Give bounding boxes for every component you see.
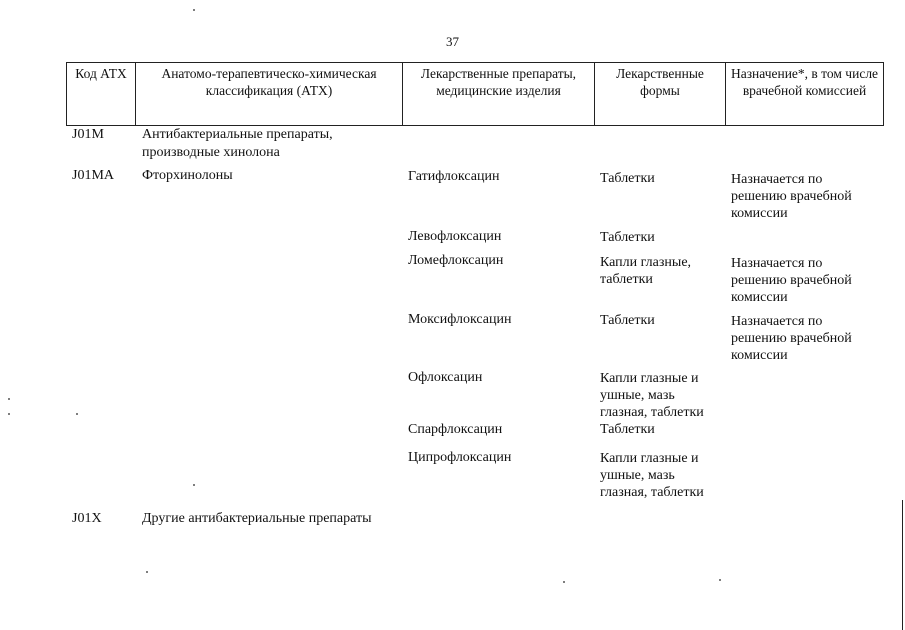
group-name: Другие антибактериальные препараты — [142, 511, 372, 526]
scan-speck — [146, 571, 148, 573]
drug-name: Гатифлоксацин — [408, 169, 500, 184]
group-name: Антибактериальные препараты, — [142, 127, 333, 142]
prescription-note: комиссии — [731, 290, 788, 305]
group-code: J01X — [72, 511, 102, 526]
scan-speck — [719, 579, 721, 581]
scan-speck — [193, 484, 195, 486]
prescription-note: решению врачебной — [731, 273, 852, 288]
scan-speck — [193, 9, 195, 11]
dosage-form: глазная, таблетки — [600, 485, 704, 500]
dosage-form: Таблетки — [600, 171, 655, 186]
scan-speck — [563, 581, 565, 583]
drug-name: Моксифлоксацин — [408, 312, 512, 327]
scan-edge-line — [902, 500, 903, 630]
dosage-form: Капли глазные и — [600, 371, 699, 386]
prescription-note: Назначается по — [731, 172, 823, 187]
prescription-note: решению врачебной — [731, 189, 852, 204]
dosage-form: ушные, мазь — [600, 468, 675, 483]
scan-speck — [8, 398, 10, 400]
header-atc-classification: Анатомо-терапевтическо-химическая классификация (АТХ) — [136, 63, 403, 125]
group-code: J01M — [72, 127, 104, 142]
drug-name: Левофлоксацин — [408, 229, 502, 244]
group-name: Фторхинолоны — [142, 168, 233, 183]
header-prescription-note: Назначение*, в том числе врачебной комиссией — [730, 66, 879, 98]
dosage-form: Таблетки — [600, 313, 655, 328]
table-header — [66, 62, 884, 126]
dosage-form: Таблетки — [600, 422, 655, 437]
drug-name: Ломефлоксацин — [408, 253, 504, 268]
dosage-form: Капли глазные и — [600, 451, 699, 466]
header-drugs: Лекарственные препараты, медицинские изделия — [403, 63, 595, 125]
group-name: производные хинолона — [142, 145, 280, 160]
prescription-note: комиссии — [731, 348, 788, 363]
drug-name: Ципрофлоксацин — [408, 450, 512, 465]
drug-name: Офлоксацин — [408, 370, 483, 385]
scan-speck — [8, 413, 10, 415]
dosage-form: таблетки — [600, 272, 653, 287]
drug-name: Спарфлоксацин — [408, 422, 503, 437]
header-code: Код АТХ — [67, 63, 136, 125]
page-number: 37 — [446, 34, 459, 49]
header-dosage-forms: Лекарственные формы — [595, 63, 726, 125]
scan-speck — [76, 413, 78, 415]
prescription-note: Назначается по — [731, 314, 823, 329]
dosage-form: глазная, таблетки — [600, 405, 704, 420]
prescription-note: решению врачебной — [731, 331, 852, 346]
prescription-note: комиссии — [731, 206, 788, 221]
dosage-form: Капли глазные, — [600, 255, 692, 270]
group-code: J01MA — [72, 168, 115, 183]
dosage-form: Таблетки — [600, 230, 655, 245]
prescription-note: Назначается по — [731, 256, 823, 271]
dosage-form: ушные, мазь — [600, 388, 675, 403]
